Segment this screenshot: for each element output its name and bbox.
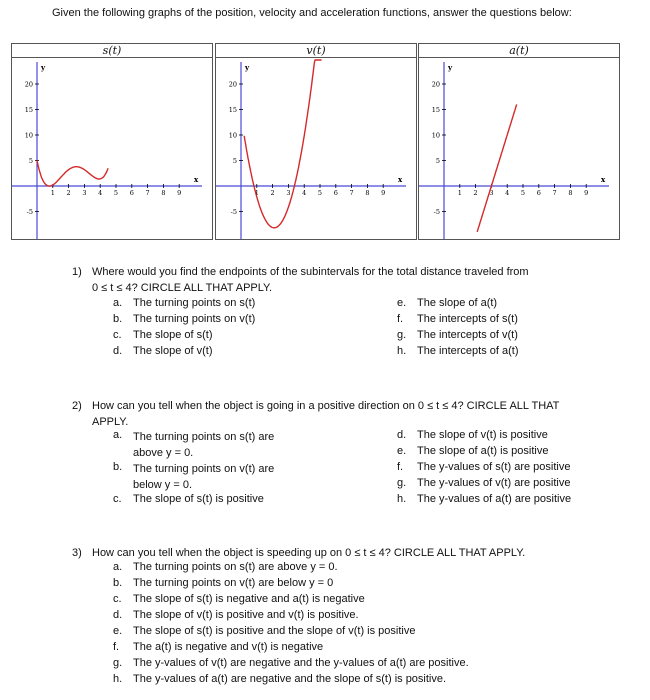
- graph-s: [12, 58, 212, 239]
- x-tick-label: 8: [365, 189, 370, 197]
- y-tick-label: 15: [431, 106, 440, 114]
- q3-option-a[interactable]: a. The turning points on s(t) are above y = 0.: [113, 561, 338, 573]
- y-tick-label: 5: [28, 157, 33, 165]
- question-3-text: How can you tell when the object is speeding up on 0 ≤ t ≤ 4? CIRCLE ALL THAT APPLY.: [92, 547, 526, 559]
- graph-title-s: s(t): [12, 44, 212, 58]
- y-tick-label: 20: [228, 80, 237, 89]
- x-tick-label: 6: [129, 189, 134, 197]
- question-2-options-left: [113, 429, 373, 509]
- y-tick-label: -5: [433, 208, 440, 216]
- v-curve: [244, 60, 321, 228]
- graph-panel-a: [418, 43, 620, 240]
- q3-option-d[interactable]: d. The slope of v(t) is positive and v(t) is positive.: [113, 609, 359, 621]
- question-1-text-cont: 0 ≤ t ≤ 4? CIRCLE ALL THAT APPLY.: [92, 282, 273, 294]
- x-tick-label: 3: [82, 189, 87, 197]
- y-tick-label: 5: [435, 157, 440, 165]
- q2-option-d[interactable]: d. The slope of v(t) is positive: [397, 429, 548, 441]
- y-tick-label: 15: [24, 106, 33, 114]
- y-tick-label: 10: [228, 131, 237, 140]
- graph-a: [419, 58, 619, 239]
- q2-option-b[interactable]: b. The turning points on v(t) are below y = 0.: [113, 461, 275, 491]
- graph-v: [216, 58, 416, 239]
- x-tick-label: 8: [161, 189, 166, 197]
- x-axis-label: x: [601, 175, 606, 184]
- question-2-number: 2): [72, 400, 82, 412]
- q3-option-h[interactable]: h. The y-values of a(t) are negative and the slope of s(t) is positive.: [113, 673, 447, 685]
- y-tick-label: 20: [431, 80, 440, 89]
- graph-title-a: a(t): [419, 44, 619, 58]
- graph-title-v: v(t): [216, 44, 416, 58]
- x-tick-label: 7: [145, 189, 150, 197]
- question-2-text: How can you tell when the object is going in a positive direction on 0 ≤ t ≤ 4? CIRCLE ALL THAT: [92, 400, 560, 412]
- x-tick-label: 3: [286, 189, 291, 197]
- s-curve: [37, 161, 108, 187]
- q2-option-c[interactable]: c. The slope of s(t) is positive: [113, 493, 264, 505]
- intro-text: Given the following graphs of the position, velocity and acceleration functions, answer the questions below:: [52, 7, 572, 19]
- y-axis-label: y: [245, 63, 250, 72]
- x-tick-label: 4: [98, 189, 103, 197]
- y-tick-label: -5: [230, 208, 237, 216]
- x-tick-label: 5: [520, 189, 526, 197]
- question-1-options-left: [113, 297, 373, 361]
- q1-option-c[interactable]: c. The slope of s(t): [113, 329, 213, 341]
- graph-panel-s: [11, 43, 213, 240]
- question-1-text: Where would you find the endpoints of the subintervals for the total distance traveled from: [92, 266, 529, 278]
- x-tick-label: 9: [584, 189, 589, 197]
- a-curve: [477, 104, 517, 231]
- question-3: [72, 545, 632, 561]
- x-tick-label: 9: [381, 189, 386, 197]
- y-tick-label: 15: [228, 106, 237, 114]
- q3-option-g[interactable]: g. The y-values of v(t) are negative and the y-values of a(t) are positive.: [113, 657, 469, 669]
- x-tick-label: 2: [473, 189, 478, 197]
- question-3-options: [113, 561, 613, 689]
- question-2-text-cont: APPLY.: [92, 416, 129, 428]
- x-tick-label: 7: [349, 189, 354, 197]
- x-tick-label: 5: [317, 189, 323, 197]
- question-3-number: 3): [72, 547, 82, 559]
- question-2-options-right: [397, 429, 627, 509]
- q3-option-e[interactable]: e. The slope of s(t) is positive and the slope of v(t) is positive: [113, 625, 416, 637]
- q1-option-g[interactable]: g. The intercepts of v(t): [397, 329, 518, 341]
- x-tick-label: 2: [270, 189, 275, 197]
- y-axis-label: y: [41, 63, 46, 72]
- x-tick-label: 9: [177, 189, 182, 197]
- q2-option-h[interactable]: h. The y-values of a(t) are positive: [397, 493, 572, 505]
- q1-option-e[interactable]: e. The slope of a(t): [397, 297, 498, 309]
- q2-option-f[interactable]: f. The y-values of s(t) are positive: [397, 461, 571, 473]
- x-tick-label: 7: [552, 189, 557, 197]
- q2-option-e[interactable]: e. The slope of a(t) is positive: [397, 445, 549, 457]
- x-tick-label: 1: [254, 189, 259, 197]
- y-tick-label: -5: [26, 208, 33, 216]
- q3-option-f[interactable]: f. The a(t) is negative and v(t) is negative: [113, 641, 324, 653]
- q1-option-f[interactable]: f. The intercepts of s(t): [397, 313, 518, 325]
- x-tick-label: 8: [568, 189, 573, 197]
- question-2: [72, 398, 632, 430]
- y-axis-label: y: [448, 63, 453, 72]
- q1-option-h[interactable]: h. The intercepts of a(t): [397, 345, 519, 357]
- y-tick-label: 10: [431, 131, 440, 140]
- x-axis-label: x: [398, 175, 403, 184]
- x-tick-label: 6: [536, 189, 541, 197]
- q1-option-d[interactable]: d. The slope of v(t): [113, 345, 213, 357]
- x-tick-label: 1: [50, 189, 55, 197]
- x-tick-label: 2: [66, 189, 71, 197]
- graph-panel-v: [215, 43, 417, 240]
- x-tick-label: 5: [113, 189, 119, 197]
- q1-option-a[interactable]: a. The turning points on s(t): [113, 297, 256, 309]
- x-tick-label: 6: [333, 189, 338, 197]
- x-tick-label: 4: [302, 189, 307, 197]
- question-1-options-right: [397, 297, 617, 361]
- question-1: [72, 264, 632, 296]
- question-1-number: 1): [72, 266, 82, 278]
- x-tick-label: 4: [505, 189, 510, 197]
- y-tick-label: 20: [24, 80, 33, 89]
- q3-option-b[interactable]: b. The turning points on v(t) are below y = 0: [113, 577, 334, 589]
- x-tick-label: 3: [489, 189, 494, 197]
- q1-option-b[interactable]: b. The turning points on v(t): [113, 313, 256, 325]
- q2-option-a[interactable]: a. The turning points on s(t) are above y = 0.: [113, 429, 275, 459]
- q2-option-g[interactable]: g. The y-values of v(t) are positive: [397, 477, 571, 489]
- q3-option-c[interactable]: c. The slope of s(t) is negative and a(t) is negative: [113, 593, 365, 605]
- y-tick-label: 10: [24, 131, 33, 140]
- x-axis-label: x: [194, 175, 199, 184]
- x-tick-label: 1: [457, 189, 462, 197]
- y-tick-label: 5: [232, 157, 237, 165]
